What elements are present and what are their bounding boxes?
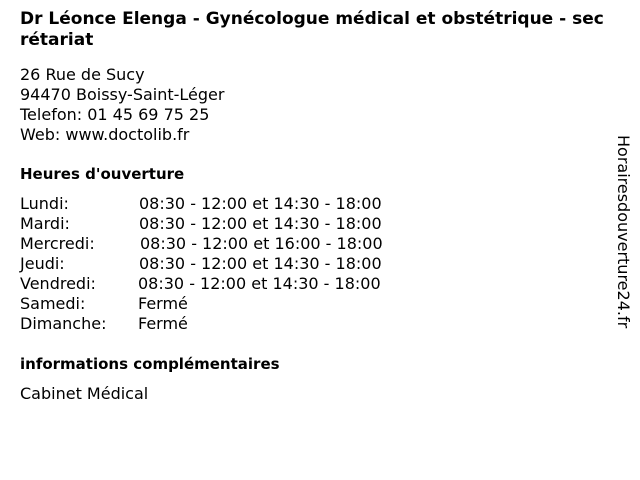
day-hours: Fermé [138, 294, 188, 313]
day-hours: 08:30 - 12:00 et 14:30 - 18:00 [139, 194, 382, 213]
day-hours: 08:30 - 12:00 et 16:00 - 18:00 [140, 234, 383, 253]
page-title: Dr Léonce Elenga - Gynécologue médical et obstétrique - secrétariat [20, 9, 604, 50]
day-label: Mardi: [20, 214, 70, 233]
city-address: 94470 Boissy-Saint-Léger [20, 85, 225, 104]
website: Web: www.doctolib.fr [20, 125, 190, 144]
street-address: 26 Rue de Sucy [20, 65, 145, 84]
day-label: Vendredi: [20, 274, 96, 293]
day-hours: 08:30 - 12:00 et 14:30 - 18:00 [138, 274, 381, 293]
phone-number: Telefon: 01 45 69 75 25 [20, 105, 210, 124]
day-label: Dimanche: [20, 314, 107, 333]
day-label: Mercredi: [20, 234, 95, 253]
additional-info-text: Cabinet Médical [20, 384, 149, 403]
day-hours: 08:30 - 12:00 et 14:30 - 18:00 [139, 214, 382, 233]
opening-hours-heading: Heures d'ouverture [20, 165, 185, 183]
site-brand-vertical: Horairesdouverture24.fr [614, 135, 633, 329]
address-block [20, 65, 224, 145]
day-label: Samedi: [20, 294, 86, 313]
day-label: Jeudi: [20, 254, 65, 273]
additional-info-heading: informations complémentaires [20, 355, 280, 373]
day-hours: 08:30 - 12:00 et 14:30 - 18:00 [139, 254, 382, 273]
day-hours: Fermé [138, 314, 188, 333]
day-label: Lundi: [20, 194, 69, 213]
